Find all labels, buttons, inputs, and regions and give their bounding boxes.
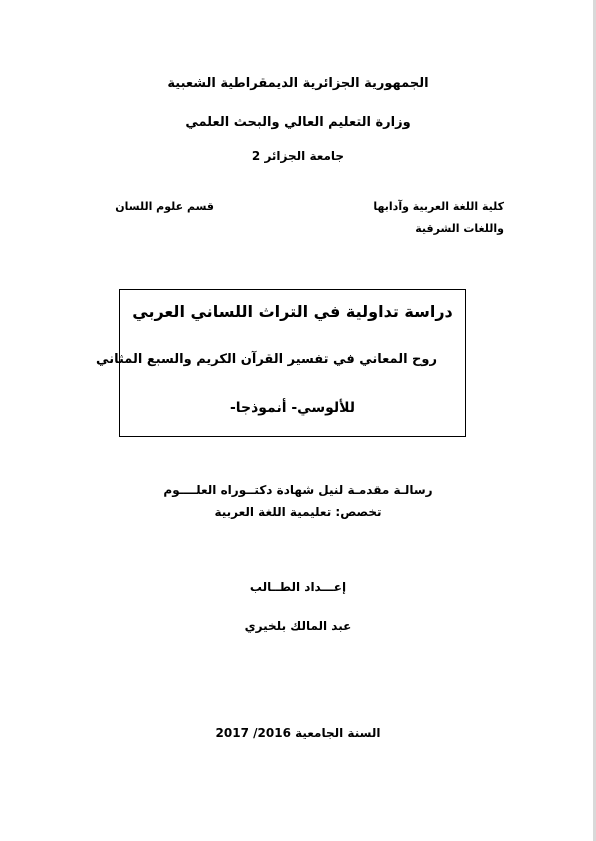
republic-name: الجمهورية الجزائرية الديمقراطية الشعبية [167, 76, 429, 91]
thesis-info [0, 479, 596, 523]
faculty-line-1: كلية اللغة العربية وآدابها [373, 200, 504, 213]
department-name: قسم علوم اللسان [115, 200, 214, 213]
student-name: عبد المالك بلخيري [244, 619, 352, 633]
thesis-main-title: دراسة تداولية في التراث اللساني العربي [132, 302, 453, 321]
academic-year: السنة الجامعية 2016/ 2017 [215, 726, 381, 740]
thesis-description: رسالـة مقدمـة لنيل شهادة دكتــوراه العلــــوم [163, 483, 433, 497]
title-box [96, 289, 466, 437]
ministry-name: وزارة التعليم العالي والبحث العلمي [185, 115, 411, 130]
prepared-by-label: إعـــداد الطــالب [249, 580, 347, 594]
thesis-sub-title: روح المعاني في تفسير القرآن الكريم والسبع المثاني [96, 352, 437, 367]
university-name: جامعة الجزائر 2 [251, 149, 345, 163]
faculty-block [373, 196, 504, 240]
thesis-model-line: للألوسي- أنموذجا- [229, 400, 356, 416]
faculty-line-2: واللغات الشرقية [415, 222, 504, 235]
thesis-specialization: تخصص: تعليمية اللغة العربية [214, 505, 382, 519]
